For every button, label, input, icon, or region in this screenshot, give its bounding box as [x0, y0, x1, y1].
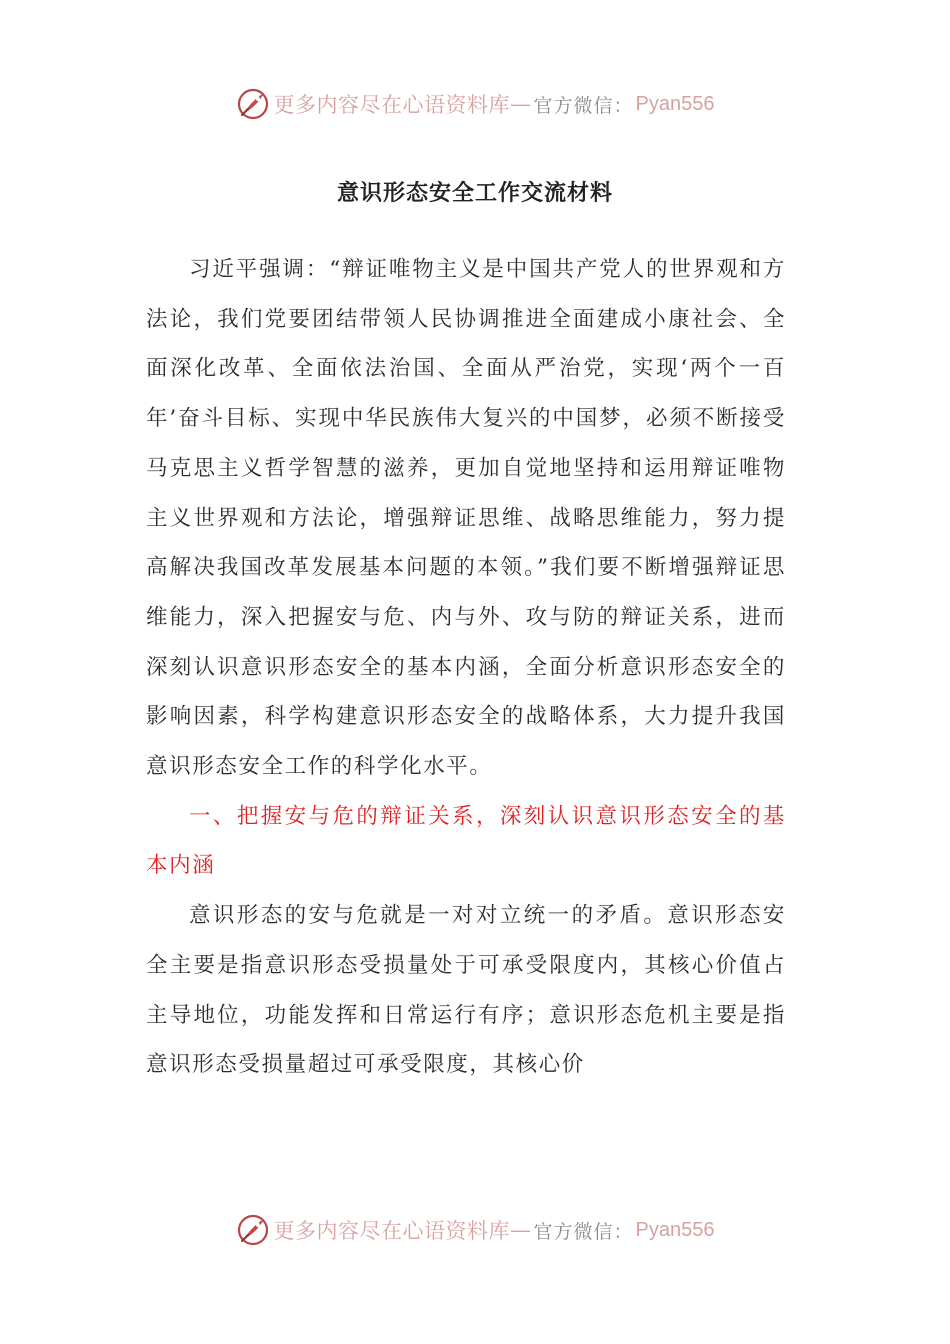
- document-title: 意识形态安全工作交流材料: [336, 180, 613, 206]
- watermark-dash: —: [510, 92, 532, 116]
- section-heading-1: 一、把握安与危的辩证关系，深刻认识意识形态安全的基本内涵: [146, 803, 786, 879]
- watermark-banner-top: [0, 84, 950, 124]
- quill-pen-logo-icon: [236, 87, 270, 121]
- quill-pen-logo-icon: [236, 1213, 270, 1247]
- watermark-handle: Pyan556: [635, 92, 715, 115]
- watermark-wechat-label: 官方微信：: [533, 94, 634, 117]
- watermark-dash: —: [510, 1218, 532, 1242]
- watermark-wechat-label: 官方微信：: [533, 1220, 634, 1243]
- document-body: [146, 245, 786, 1090]
- body-paragraph-intro: 习近平强调：“辩证唯物主义是中国共产党人的世界观和方法论，我们党要团结带领人民协调推进全面建成小康社会、全面深化改革、全面依法治国、全面从严治党，实现‘两个一百年’奋斗目标、实现中华民族伟大复兴的中国梦，必须不断接受马克思主义哲学智慧的滋养，更加自觉地坚持和运用辩证唯物主义世界观和方法论，增强辩证思维、战略思维能力，努力提高解决我国改革发展基本问题的本领。”我们要不断增强辩证思维能力，深入把握安与危、内与外、攻与防的辩证关系，进而深刻认识意识形态安全的基本内涵，全面分析意识形态安全的影响因素，科学构建意识形态安全的战略体系，大力提升我国意识形态安全工作的科学化水平。: [146, 257, 786, 780]
- watermark-handle: Pyan556: [635, 1218, 715, 1241]
- body-paragraph-section-1: 意识形态的安与危就是一对对立统一的矛盾。意识形态安全主要是指意识形态受损量处于可承受限度内，其核心价值占主导地位，功能发挥和日常运行有序；意识形态危机主要是指意识形态受损量超过可承受限度，其核心价: [146, 903, 786, 1078]
- watermark-main-text: 更多内容尽在心语资料库: [273, 1219, 510, 1243]
- watermark-main-text: 更多内容尽在心语资料库: [273, 93, 510, 117]
- watermark-banner-bottom: [0, 1210, 950, 1250]
